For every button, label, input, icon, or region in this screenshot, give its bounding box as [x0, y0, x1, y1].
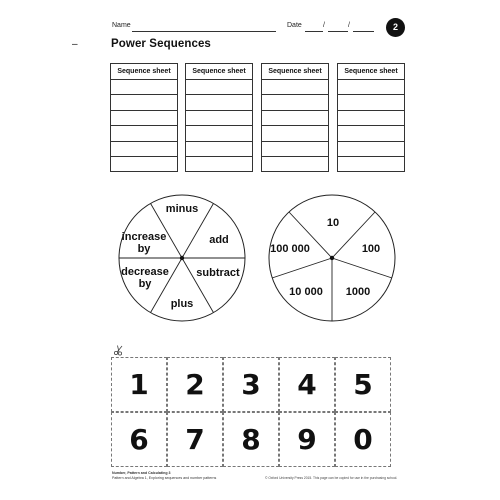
- sequence-cell[interactable]: [338, 95, 405, 110]
- date-day-line[interactable]: [305, 31, 323, 32]
- spinner-label-100-000: 100 000: [270, 243, 310, 255]
- spinner-label-100: 100: [361, 243, 381, 255]
- sequence-sheet-header: Sequence sheet: [111, 64, 178, 80]
- sequence-sheet-3: [261, 63, 329, 172]
- spinner-label-plus: plus: [170, 298, 194, 310]
- spinner-label-add: add: [209, 234, 229, 246]
- date-label: Date: [287, 22, 302, 29]
- sequence-cell[interactable]: [262, 110, 329, 125]
- footer-topic: Pattern and Algebra 1, Exploring sequences and number patterns: [112, 476, 217, 480]
- sequence-cell[interactable]: [338, 141, 405, 156]
- page-number-badge: 2: [386, 18, 405, 37]
- name-label: Name: [112, 22, 131, 29]
- sequence-cell[interactable]: [186, 156, 253, 171]
- date-slash-1: /: [323, 22, 325, 29]
- number-card-8[interactable]: 8: [223, 412, 279, 467]
- number-card-1[interactable]: 1: [111, 357, 167, 412]
- sequence-cell[interactable]: [338, 80, 405, 95]
- sequence-cell[interactable]: [186, 141, 253, 156]
- sequence-sheet-4: [337, 63, 405, 172]
- number-card-6[interactable]: 6: [111, 412, 167, 467]
- spinner-label-increase-by: increase by: [121, 231, 167, 255]
- number-card-3[interactable]: 3: [223, 357, 279, 412]
- spinner-center-dot: [330, 256, 334, 260]
- sequence-cell[interactable]: [111, 156, 178, 171]
- sequence-cell[interactable]: [262, 156, 329, 171]
- number-cards: [111, 357, 391, 487]
- sequence-cell[interactable]: [262, 80, 329, 95]
- date-year-line[interactable]: [353, 31, 374, 32]
- name-field-line[interactable]: [132, 31, 276, 32]
- scissors-icon: [113, 344, 125, 356]
- dash-mark: –: [72, 39, 78, 50]
- number-card-9[interactable]: 9: [279, 412, 335, 467]
- number-card-7[interactable]: 7: [167, 412, 223, 467]
- sequence-cell[interactable]: [111, 80, 178, 95]
- sequence-cell[interactable]: [186, 110, 253, 125]
- operation-spinner[interactable]: [112, 194, 252, 324]
- sequence-cell[interactable]: [338, 156, 405, 171]
- sequence-sheet-2: [185, 63, 253, 172]
- spinner-label-minus: minus: [165, 203, 199, 215]
- sequence-cell[interactable]: [111, 110, 178, 125]
- spinner-label-1000: 1000: [345, 286, 371, 298]
- sequence-cell[interactable]: [111, 141, 178, 156]
- number-card-2[interactable]: 2: [167, 357, 223, 412]
- date-month-line[interactable]: [328, 31, 348, 32]
- sequence-cell[interactable]: [262, 126, 329, 141]
- number-card-4[interactable]: 4: [279, 357, 335, 412]
- spinner-label-subtract: subtract: [196, 267, 240, 279]
- page-title: Power Sequences: [111, 38, 211, 50]
- number-card-0[interactable]: 0: [335, 412, 391, 467]
- spinner-center-dot: [180, 256, 184, 260]
- sequence-sheet-1: [110, 63, 178, 172]
- footer-series: Number, Pattern and Calculating 3: [112, 471, 171, 475]
- sequence-cell[interactable]: [186, 80, 253, 95]
- sequence-cell[interactable]: [111, 95, 178, 110]
- spinner-label-decrease-by: decrease by: [121, 266, 169, 290]
- sequence-sheet-header: Sequence sheet: [338, 64, 405, 80]
- spinner-label-10-000: 10 000: [289, 286, 323, 298]
- spinner-label-10: 10: [326, 217, 340, 229]
- footer-copyright: © Oxford University Press 2015. This page can be copied for use in the purchasing school.: [265, 476, 398, 480]
- power-spinner[interactable]: [262, 194, 402, 324]
- sequence-cell[interactable]: [186, 95, 253, 110]
- sequence-cell[interactable]: [338, 126, 405, 141]
- sequence-cell[interactable]: [338, 110, 405, 125]
- sequence-cell[interactable]: [111, 126, 178, 141]
- sequence-cell[interactable]: [262, 95, 329, 110]
- sequence-sheet-header: Sequence sheet: [186, 64, 253, 80]
- sequence-sheet-header: Sequence sheet: [262, 64, 329, 80]
- date-slash-2: /: [348, 22, 350, 29]
- number-card-5[interactable]: 5: [335, 357, 391, 412]
- sequence-cell[interactable]: [186, 126, 253, 141]
- sequence-cell[interactable]: [262, 141, 329, 156]
